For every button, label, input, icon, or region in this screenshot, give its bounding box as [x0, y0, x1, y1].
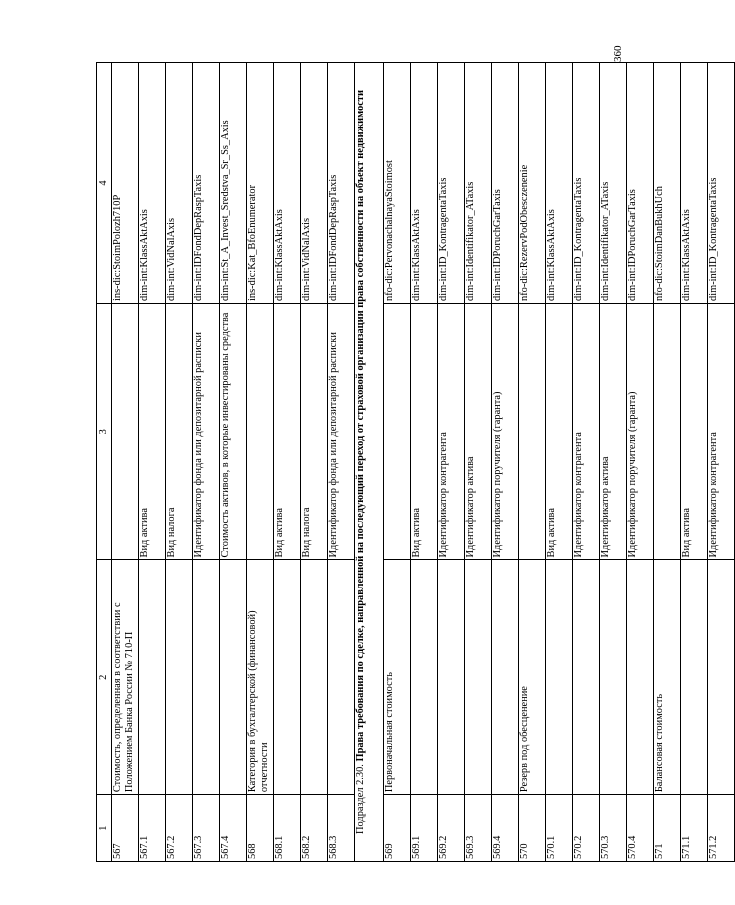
row-analytic: Идентификатор актива	[465, 303, 492, 559]
section-row	[355, 63, 384, 862]
row-number: 569.3	[465, 795, 492, 862]
table-row	[438, 63, 465, 862]
row-element: dim-int:IDFondDepRaspTaxis	[328, 63, 355, 304]
row-number: 567	[112, 795, 139, 862]
row-number: 570.2	[573, 795, 600, 862]
section-prefix: Подраздел 2.30.	[355, 764, 366, 834]
row-number: 570.1	[546, 795, 573, 862]
row-element: dim-int:IDPoruchGarTaxis	[627, 63, 654, 304]
row-analytic: Идентификатор контрагента	[438, 303, 465, 559]
row-number: 567.1	[139, 795, 166, 862]
table-row	[573, 63, 600, 862]
row-number: 569.2	[438, 795, 465, 862]
table-row	[465, 63, 492, 862]
row-category	[166, 560, 193, 795]
row-category	[627, 560, 654, 795]
table-row	[301, 63, 328, 862]
table-row	[193, 63, 220, 862]
row-category	[328, 560, 355, 795]
header-col-2: 2	[97, 560, 112, 795]
table-row	[274, 63, 301, 862]
row-number: 567.2	[166, 795, 193, 862]
row-number: 568.1	[274, 795, 301, 862]
table-row	[112, 63, 139, 862]
table-row	[627, 63, 654, 862]
row-element: nfo-dic:RezervPodObesczenenie	[519, 63, 546, 304]
table-row	[411, 63, 438, 862]
row-number: 567.4	[220, 795, 247, 862]
row-element: dim-int:IDPoruchGarTaxis	[492, 63, 519, 304]
row-number: 567.3	[193, 795, 220, 862]
row-analytic: Идентификатор контрагента	[573, 303, 600, 559]
row-analytic	[519, 303, 546, 559]
row-analytic: Идентификатор актива	[600, 303, 627, 559]
row-element: dim-int:IDFondDepRaspTaxis	[193, 63, 220, 304]
row-analytic: Идентификатор поручителя (гаранта)	[492, 303, 519, 559]
row-category	[139, 560, 166, 795]
row-analytic: Вид актива	[274, 303, 301, 559]
row-element: dim-int:KlassAktAxis	[139, 63, 166, 304]
row-element: dim-int:Identifikator_ATaxis	[600, 63, 627, 304]
row-analytic	[654, 303, 681, 559]
row-number: 570	[519, 795, 546, 862]
row-category	[465, 560, 492, 795]
row-element: dim-int:St_A_Invest_Sredstva_Sr_Ss_Axis	[220, 63, 247, 304]
table-row	[519, 63, 546, 862]
header-col-4: 4	[97, 63, 112, 304]
row-category	[573, 560, 600, 795]
row-category	[411, 560, 438, 795]
row-analytic: Вид актива	[139, 303, 166, 559]
row-element: dim-int:VidNalAxis	[301, 63, 328, 304]
row-analytic	[384, 303, 411, 559]
row-category	[492, 560, 519, 795]
row-analytic: Стоимость активов, в которые инвестированы средства	[220, 303, 247, 559]
table-row	[384, 63, 411, 862]
page-number: 360	[612, 45, 624, 62]
row-element: nfo-dic:PervonachalnayaStoimost	[384, 63, 411, 304]
table-row	[166, 63, 193, 862]
row-category	[274, 560, 301, 795]
row-analytic: Идентификатор фонда или депозитарной расписки	[193, 303, 220, 559]
row-category: Стоимость, определенная в соответствии с Положением Банка России № 710-П	[112, 560, 139, 795]
row-category: Резерв под обесценение	[519, 560, 546, 795]
row-category: Категория в бухгалтерской (финансовой) отчетности	[247, 560, 274, 795]
row-category	[708, 560, 735, 795]
row-number: 571.2	[708, 795, 735, 862]
table-body	[97, 63, 735, 862]
table-row	[546, 63, 573, 862]
row-analytic: Вид налога	[166, 303, 193, 559]
table-row	[492, 63, 519, 862]
row-element: dim-int:ID_KontragentaTaxis	[573, 63, 600, 304]
table-row	[247, 63, 274, 862]
row-category	[193, 560, 220, 795]
row-element: nfo-dic:StoimDanBukhUch	[654, 63, 681, 304]
row-category	[438, 560, 465, 795]
row-number: 569.4	[492, 795, 519, 862]
row-number: 568.2	[301, 795, 328, 862]
rotated-page	[96, 62, 719, 862]
row-category: Балансовая стоимость	[654, 560, 681, 795]
row-element: dim-int:Identifikator_ATaxis	[465, 63, 492, 304]
row-analytic	[112, 303, 139, 559]
row-element: ins-dic:StoimPolozh710P	[112, 63, 139, 304]
row-category	[546, 560, 573, 795]
row-element: dim-int:ID_KontragentaTaxis	[438, 63, 465, 304]
table-row	[328, 63, 355, 862]
section-heading	[355, 63, 384, 862]
row-analytic: Вид налога	[301, 303, 328, 559]
row-number: 570.3	[600, 795, 627, 862]
row-number: 570.4	[627, 795, 654, 862]
row-element: ins-dic:Kat_BfoEnumerator	[247, 63, 274, 304]
row-category: Первоначальная стоимость	[384, 560, 411, 795]
row-element: dim-int:KlassAktAxis	[681, 63, 708, 304]
table-row	[681, 63, 708, 862]
header-col-1: 1	[97, 795, 112, 862]
row-category	[301, 560, 328, 795]
row-analytic: Идентификатор фонда или депозитарной расписки	[328, 303, 355, 559]
section-title: Права требования по сделке, направленной на последующий переход от страховой организации права собственности на объект недвижимости	[355, 90, 366, 762]
row-analytic: Идентификатор контрагента	[708, 303, 735, 559]
row-element: dim-int:ID_KontragentaTaxis	[708, 63, 735, 304]
row-analytic: Вид актива	[681, 303, 708, 559]
table-row	[139, 63, 166, 862]
row-number: 569.1	[411, 795, 438, 862]
row-number: 571.1	[681, 795, 708, 862]
row-number: 568.3	[328, 795, 355, 862]
row-analytic: Идентификатор поручителя (гаранта)	[627, 303, 654, 559]
header-row	[97, 63, 112, 862]
row-number: 569	[384, 795, 411, 862]
row-element: dim-int:KlassAktAxis	[411, 63, 438, 304]
row-analytic: Вид актива	[411, 303, 438, 559]
row-category	[681, 560, 708, 795]
row-element: dim-int:KlassAktAxis	[274, 63, 301, 304]
element-table	[96, 62, 735, 862]
row-element: dim-int:VidNalAxis	[166, 63, 193, 304]
table-row	[600, 63, 627, 862]
table-row	[654, 63, 681, 862]
table-row	[220, 63, 247, 862]
header-col-3: 3	[97, 303, 112, 559]
row-element: dim-int:KlassAktAxis	[546, 63, 573, 304]
row-category	[600, 560, 627, 795]
row-number: 571	[654, 795, 681, 862]
row-number: 568	[247, 795, 274, 862]
row-category	[220, 560, 247, 795]
row-analytic: Вид актива	[546, 303, 573, 559]
table-row	[708, 63, 735, 862]
row-analytic	[247, 303, 274, 559]
